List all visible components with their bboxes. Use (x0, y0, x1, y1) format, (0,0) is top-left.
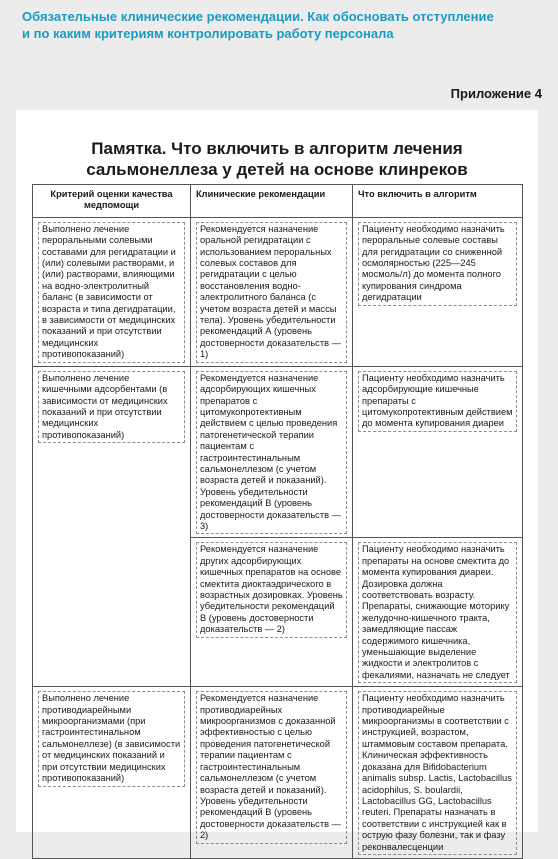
memo-title (16, 138, 538, 180)
criterion-cell: Выполнено лечение пероральными солевыми составами для регидратации и (или) солевыми растворами, и (или) растворами, влияющими на водно-электролитный баланс (в зависимости от возраста и типа дегидратации, в зависимости от медицинских показаний и при отсутствии медицинских противопоказаний) (33, 217, 191, 366)
recommendation-cell: Рекомендуется назначение противодиарейных микроорганизмов с доказанной эффективностью с целью проведения патогенетической терапии пациентам с гастроинтестинальным сальмонеллезом (с учетом возраста детей и показаний). Уровень убедительности рекомендаций В (уровень достоверности доказательств — 2) (191, 687, 353, 859)
criterion-cell: Выполнено лечение противодиарейными микроорганизмами (при гастроинтестинальном сальмонеллезе) (в зависимости от медицинских показаний и при отсутствии медицинских противопоказаний) (33, 687, 191, 859)
recommendation-cell: Рекомендуется назначение адсорбирующих кишечных препаратов с цитомукопротективным действием с целью проведения патогенетической терапии пациентам с гастроинтестинальным сальмонеллезом (с учетом возраста детей и показаний). Уровень убедительности рекомендаций В (уровень достоверности доказательств — 3) (191, 366, 353, 538)
algorithm-cell: Пациенту необходимо назначить препараты на основе смектита до момента купирования диареи. Дозировка должна соответствовать возрасту. Препараты, снижающие моторику желудочно-кишечного тракта, замедляющие пассаж содержимого кишечника, уменьшающие выделение жидкости и электролитов с фекалиями, назначать не следует (353, 538, 523, 687)
table-header-row (33, 185, 523, 218)
recommendation-cell: Рекомендуется назначение других адсорбирующих кишечных препаратов на основе смектита диоктаэдрического в возрастных дозировках. Уровень убедительности рекомендаций В (уровень достоверности доказательств — 2) (191, 538, 353, 687)
column-header-criterion: Критерий оценки качества медпомощи (33, 185, 191, 218)
recommendation-cell: Рекомендуется назначение оральной регидратации с использованием пероральных солевых составов для регидратации с целью восстановления водно-электролитного баланса (с учетом возраста детей и массы тела). Уровень убедительности рекомендаций А (уровень достоверности доказательств — 1) (191, 217, 353, 366)
memo-title-line-1: Памятка. Что включить в алгоритм лечения (91, 139, 463, 158)
criterion-cell: Выполнено лечение кишечными адсорбентами (в зависимости от медицинских показаний и при отсутствии медицинских противопоказаний) (33, 366, 191, 687)
algorithm-cell: Пациенту необходимо назначить адсорбирующие кишечные препараты с цитомукопротективным действием до момента купирования диареи (353, 366, 523, 538)
header-line-1: Обязательные клинические рекомендации. Как обосновать отступление (22, 9, 494, 24)
table-row (33, 217, 523, 366)
algorithm-cell: Пациенту необходимо назначить противодиарейные микроорганизмы в соответствии с инструкцией, возрастом, штаммовым составом препарата. Клиническая эффективность доказана для Bifidobacterium animalis subsp. Lactis, Lactobacillus acidophilus, S. boulardii, Lactobacillus GG, Lactobacillus reuteri. Препараты назначать в соответствии с инструкцией как в острую фазу болезни, так и фазу реконвалесценции (353, 687, 523, 859)
column-header-recommendations: Клинические рекомендации (191, 185, 353, 218)
running-header (22, 8, 542, 42)
header-line-2: и по каким критериям контролировать работу персонала (22, 26, 394, 41)
table-row (33, 366, 523, 538)
algorithm-cell: Пациенту необходимо назначить пероральные солевые составы для регидратации со сниженной осмолярностью (225—245 мосмоль/л) до момента полного купирования синдрома дегидратации (353, 217, 523, 366)
column-header-algorithm: Что включить в алгоритм (353, 185, 523, 218)
memo-title-line-2: сальмонеллеза у детей на основе клинреков (86, 160, 468, 179)
table-row (33, 687, 523, 859)
recommendations-table (32, 184, 523, 859)
appendix-label: Приложение 4 (450, 86, 542, 101)
memo-card (16, 110, 538, 852)
